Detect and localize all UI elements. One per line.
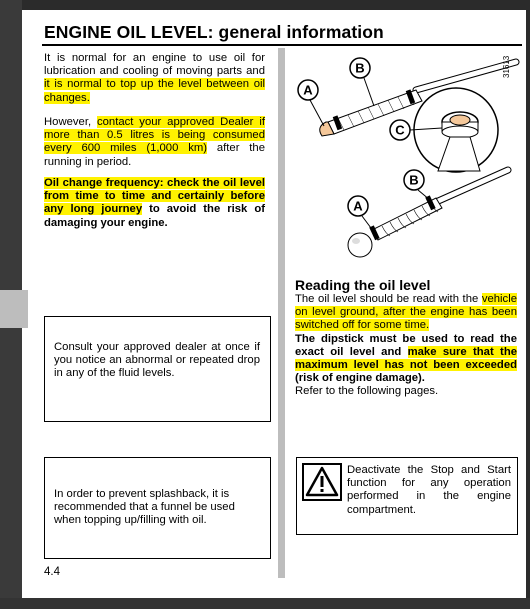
funnel-notice-text: In order to prevent splashback, it is recommended that a funnel be used when topping up/filling with oil. bbox=[54, 488, 235, 527]
label-c-text: C bbox=[395, 122, 405, 138]
warning-icon-frame bbox=[302, 463, 342, 501]
label-a-upper-text: A bbox=[303, 82, 313, 98]
title-rule bbox=[42, 44, 522, 46]
reading-text-1: The oil level should be read with the bbox=[295, 293, 482, 305]
refer-text: Refer to the following pages. bbox=[295, 385, 439, 398]
consumption-highlight: contact your approved Dealer if more than 0.5 litres is being consumed every 600 miles (1,000 km) bbox=[44, 116, 265, 155]
reading-highlight-1: vehicle on level ground, after the engine has been switched off for some time. bbox=[295, 293, 517, 332]
intro-highlight: it is normal to top up the level between oil changes. bbox=[44, 78, 265, 104]
stop-start-warning-box bbox=[296, 457, 518, 535]
label-b-lower-text: B bbox=[409, 172, 419, 188]
consumption-text-end: after the running in period. bbox=[44, 142, 265, 168]
section-heading: Reading the oil level bbox=[295, 277, 431, 293]
dealer-notice-text: Consult your approved dealer at once if you notice an abnormal or repeated drop in any of the fluid levels. bbox=[54, 341, 260, 380]
dealer-notice-box bbox=[44, 316, 271, 422]
stop-start-warning-text: Deactivate the Stop and Start function for any operation performed in the engine compartment. bbox=[347, 464, 511, 516]
page-title: ENGINE OIL LEVEL: general information bbox=[44, 22, 384, 42]
dipstick-cap-detail bbox=[414, 88, 498, 172]
page-number: 4.4 bbox=[44, 566, 60, 578]
reading-instructions bbox=[295, 293, 517, 399]
frequency-paragraph bbox=[44, 177, 265, 230]
frequency-highlight: Oil change frequency: check the oil level from time to time and certainly before any long journey bbox=[44, 177, 265, 216]
dipstick-highlight: make sure that the maximum level has not been exceeded bbox=[295, 345, 518, 372]
dipstick-text: The dipstick must be used to read the exact oil level and bbox=[295, 332, 517, 358]
page-side-tab bbox=[0, 290, 28, 328]
funnel-notice-box bbox=[44, 457, 271, 559]
label-b-upper-text: B bbox=[355, 60, 365, 76]
lower-dipstick bbox=[348, 170, 508, 257]
consumption-text-start: However, bbox=[44, 116, 97, 128]
dipstick-illustration bbox=[288, 50, 528, 275]
label-a-lower-text: A bbox=[353, 198, 363, 214]
viewer-background-bottom bbox=[0, 598, 530, 609]
frequency-text: to avoid the risk of damaging your engine. bbox=[44, 203, 265, 229]
consumption-paragraph bbox=[44, 116, 265, 169]
column-divider bbox=[278, 48, 285, 578]
warning-triangle-icon bbox=[304, 465, 340, 499]
dipstick-risk-text: (risk of engine damage). bbox=[295, 372, 425, 385]
intro-text: It is normal for an engine to use oil for lubrication and cooling of moving parts and bbox=[44, 52, 265, 78]
figure-id: 31613 bbox=[502, 55, 511, 78]
intro-paragraph bbox=[44, 52, 265, 105]
